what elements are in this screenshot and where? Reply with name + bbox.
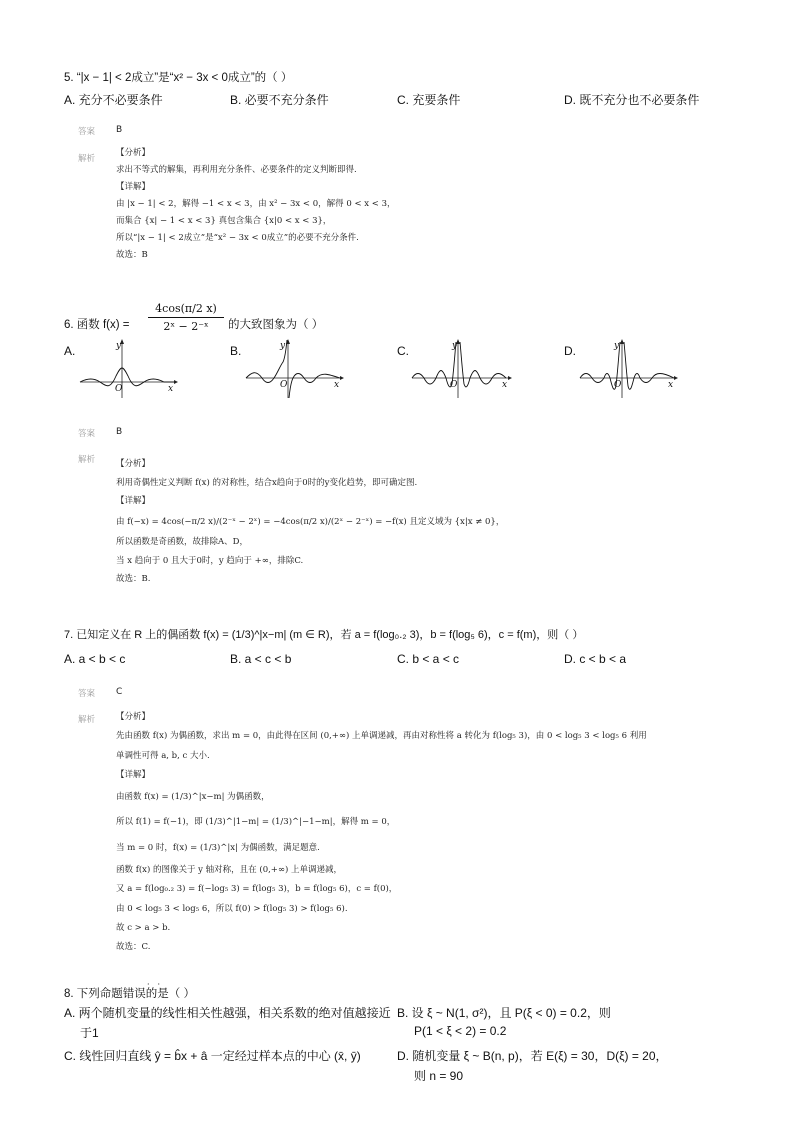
q7-line: 单调性可得 a, b, c 大小. — [116, 750, 210, 761]
q6-option-b-letter: B. — [230, 344, 242, 358]
q7-option-a: A. a < b < c — [64, 652, 126, 666]
q6-option-a-letter: A. — [64, 344, 76, 358]
q7-option-d: D. c < b < a — [564, 652, 627, 666]
q6-graph-b — [244, 338, 344, 400]
q5-option-a: A. 充分不必要条件 — [64, 93, 163, 107]
q8-option-b-line1: B. 设 ξ ~ N(1, σ²)，且 P(ξ < 0) = 0.2，则 — [397, 1006, 611, 1020]
q5-line: 【分析】 — [116, 148, 151, 158]
q8-option-a-line1: A. 两个随机变量的线性相关性越强，相关系数的绝对值越接近 — [64, 1006, 391, 1020]
q7-line: 又 a = f(log₀.₂ 3) = f(−log₅ 3) = f(log₅ 3)，b = f(log₅ 6)，c = f(0)， — [116, 884, 398, 895]
q6-answer: B — [116, 427, 123, 437]
q5-line: 而集合 {x| − 1 < x < 3} 真包含集合 {x|0 < x < 3}， — [116, 216, 332, 226]
q8-option-b-line2: P(1 < ξ < 2) = 0.2 — [414, 1024, 507, 1038]
q8-option-d-line1: D. 随机变量 ξ ~ B(n, p)，若 E(ξ) = 30，D(ξ) = 20， — [397, 1049, 668, 1063]
q6-graph-a-x-label: x — [168, 384, 174, 394]
q6-line: 当 x 趋向于 0 且大于0时，y 趋向于 +∞，排除C. — [116, 555, 304, 566]
q7-line: 先由函数 f(x) 为偶函数，求出 m = 0，由此得在区间 (0,+∞) 上单调递减，再由对称性将 a 转化为 f(log₅ 3)，由 0 < log₅ 3 < log₅ 6 利用 — [116, 731, 647, 742]
q5-analysis-tag: 解析 — [78, 154, 96, 164]
q6-analysis-tag: 解析 — [78, 455, 96, 465]
q5-line: 故选：B — [116, 250, 148, 260]
q6-graph-d-origin: O — [614, 380, 622, 390]
q6-graph-c-origin: O — [450, 380, 458, 390]
q7-line: 由函数 f(x) = (1/3)^|x−m| 为偶函数， — [116, 792, 270, 803]
q7-line: 故 c > a > b. — [116, 922, 171, 933]
q5-option-c: C. 充要条件 — [397, 93, 461, 107]
q6-answer-tag: 答案 — [78, 429, 96, 439]
q6-graph-a — [78, 338, 178, 400]
q6-stem-suffix: 的大致图象为（ ） — [228, 319, 324, 331]
q6-graph-c-x-label: x — [502, 380, 508, 390]
q5-line: 【详解】 — [116, 182, 151, 192]
q7-line: 当 m = 0 时，f(x) = (1/3)^|x| 为偶函数，满足题意. — [116, 842, 320, 853]
q7-line: 函数 f(x) 的图像关于 y 轴对称，且在 (0,+∞) 上单调递减， — [116, 865, 343, 876]
q6-graph-d — [578, 338, 678, 400]
q6-solution — [116, 455, 504, 589]
q5-answer: B — [116, 125, 123, 135]
q6-graph-c — [410, 338, 514, 400]
q7-line: 【详解】 — [116, 769, 151, 780]
q6-line: 利用奇偶性定义判断 f(x) 的对称性，结合x趋向于0时的y变化趋势，即可确定图. — [116, 477, 418, 488]
q6-graph-b-x-label: x — [334, 380, 340, 390]
q6-graph-d-x-label: x — [668, 380, 674, 390]
q5-line: 所以“|x − 1| < 2成立”是“x² − 3x < 0成立”的必要不充分条件. — [116, 233, 359, 243]
q5-solution — [116, 145, 396, 264]
q6-line: 【分析】 — [116, 459, 151, 469]
q5-answer-tag: 答案 — [78, 127, 96, 137]
q7-solution — [116, 708, 647, 958]
q7-line: 【分析】 — [116, 712, 151, 722]
q5-option-b: B. 必要不充分条件 — [230, 93, 329, 107]
q8-option-d-line2: 则 n = 90 — [414, 1069, 464, 1083]
q8-option-a-line2: 于1 — [80, 1026, 99, 1040]
q6-line: 【详解】 — [116, 496, 151, 506]
q7-line: 由 0 < log₅ 3 < log₅ 6，所以 f(0) > f(log₅ 3) > f(log₅ 6). — [116, 903, 348, 914]
q6-graph-b-y-label: y — [280, 341, 286, 351]
q7-stem: 7. 已知定义在 R 上的偶函数 f(x) = (1/3)^|x−m| (m ∈ R)，若 a = f(log₀.₂ 3)，b = f(log₅ 6)，c = f(m)，则（ ） — [64, 629, 584, 641]
q7-analysis-tag: 解析 — [78, 715, 96, 725]
q6-fraction — [148, 302, 224, 333]
q6-line: 所以函数是奇函数，故排除A、D， — [116, 537, 248, 547]
q6-option-d-letter: D. — [564, 344, 576, 358]
q6-graph-a-origin: O — [115, 384, 123, 394]
q5-line: 由 |x − 1| < 2，解得 −1 < x < 3，由 x² − 3x < 0，解得 0 < x < 3， — [116, 199, 396, 209]
q6-fraction-numerator: 4cos(π/2 x) — [148, 302, 224, 318]
q6-graph-a-y-label: y — [116, 341, 122, 351]
q7-line: 故选：C. — [116, 942, 151, 953]
q6-line: 由 f(−x) = 4cos(−π/2 x)/(2⁻ˣ − 2ˣ) = −4cos(π/2 x)/(2ˣ − 2⁻ˣ) = −f(x) 且定义域为 {x|x ≠ 0}， — [116, 516, 505, 527]
q5-stem: 5. “|x − 1| < 2成立”是“x² − 3x < 0成立”的（ ） — [64, 72, 293, 84]
q8-option-c: C. 线性回归直线 ŷ = b̂x + â 一定经过样本点的中心 (x̄, ȳ) — [64, 1049, 361, 1063]
q8-emphasis-dots: ·· — [147, 980, 169, 989]
q8-stem: 8. 下列命题错误的是（ ） — [64, 988, 195, 1000]
q6-graph-d-y-label: y — [614, 341, 620, 351]
q7-option-b: B. a < c < b — [230, 652, 292, 666]
q7-answer: C — [116, 687, 123, 697]
q6-fraction-denominator: 2ˣ − 2⁻ˣ — [163, 320, 209, 333]
q6-stem-prefix: 6. 函数 f(x) = — [64, 319, 130, 331]
q6-graph-b-origin: O — [280, 380, 288, 390]
q5-line: 求出不等式的解集，再利用充分条件、必要条件的定义判断即得. — [116, 165, 357, 175]
q6-graph-c-y-label: y — [452, 341, 458, 351]
q6-line: 故选：B. — [116, 574, 151, 584]
q6-option-c-letter: C. — [397, 344, 409, 358]
q5-option-d: D. 既不充分也不必要条件 — [564, 93, 700, 107]
q7-line: 所以 f(1) = f(−1)，即 (1/3)^|1−m| = (1/3)^|−1−m|，解得 m = 0， — [116, 817, 396, 828]
q7-answer-tag: 答案 — [78, 689, 96, 699]
q7-option-c: C. b < a < c — [397, 652, 460, 666]
